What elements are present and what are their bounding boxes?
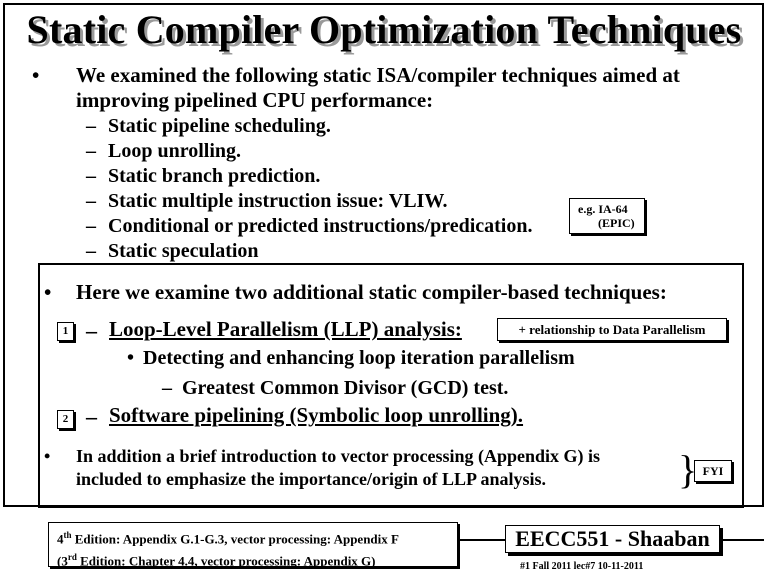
technique-item: Static multiple instruction issue: VLIW. (108, 190, 448, 212)
intro-line-1: We examined the following static ISA/compiler techniques aimed at (76, 63, 680, 87)
llp-heading: Loop-Level Parallelism (LLP) analysis: (109, 317, 462, 341)
dash-marker: – (162, 377, 172, 399)
number-badge-2: 2 (57, 410, 74, 429)
dash-marker: – (86, 404, 97, 429)
edition-4-line: 4th Edition: Appendix G.1-G.3, vector processing: Appendix F (57, 530, 399, 547)
gcd-test-line: Greatest Common Divisor (GCD) test. (182, 377, 509, 399)
epic-note (569, 198, 645, 234)
addition-line-1: In addition a brief introduction to vector processing (Appendix G) is (76, 446, 601, 466)
bullet-marker: • (127, 347, 135, 369)
software-pipelining-heading: Software pipelining (Symbolic loop unrolling). (109, 403, 524, 427)
slide-title: Static Compiler Optimization Techniques (26, 7, 742, 52)
dash-marker: – (86, 115, 96, 137)
brace-icon: } (678, 447, 698, 492)
dash-marker: – (86, 215, 96, 237)
dash-marker: – (86, 318, 97, 343)
technique-item: Loop unrolling. (108, 140, 242, 162)
dash-marker: – (86, 240, 96, 262)
fyi-badge: FYI (694, 460, 732, 482)
epic-note-line-1: e.g. IA-64 (578, 202, 628, 216)
course-badge: EECC551 - Shaaban (505, 525, 720, 553)
dash-marker: – (86, 165, 96, 187)
data-parallelism-note: + relationship to Data Parallelism (497, 318, 727, 341)
number-badge-1: 1 (57, 322, 74, 341)
slide-stamp: #1 Fall 2011 lec#7 10-11-2011 (520, 561, 644, 572)
bullet-marker: • (32, 63, 40, 87)
divider-line (720, 539, 764, 541)
epic-note-line-2: (EPIC) (598, 216, 635, 230)
technique-item: Static branch prediction. (108, 165, 321, 187)
technique-item: Static speculation (108, 240, 259, 262)
edition-3-line: (3rd Edition: Chapter 4.4, vector processing: Appendix G) (57, 552, 376, 569)
dash-marker: – (86, 190, 96, 212)
bullet-marker: • (44, 446, 51, 466)
divider-line (458, 539, 505, 541)
technique-item: Conditional or predicted instructions/predication. (108, 215, 533, 237)
technique-item: Static pipeline scheduling. (108, 115, 331, 137)
intro-line-2: improving pipelined CPU performance: (76, 88, 434, 112)
llp-detect-line: Detecting and enhancing loop iteration parallelism (143, 347, 575, 369)
addition-line-2: included to emphasize the importance/origin of LLP analysis. (76, 469, 547, 489)
edition-footnote (48, 522, 458, 567)
dash-marker: – (86, 140, 96, 162)
here-line: Here we examine two additional static compiler-based techniques: (76, 280, 667, 304)
bullet-marker: • (44, 280, 52, 304)
